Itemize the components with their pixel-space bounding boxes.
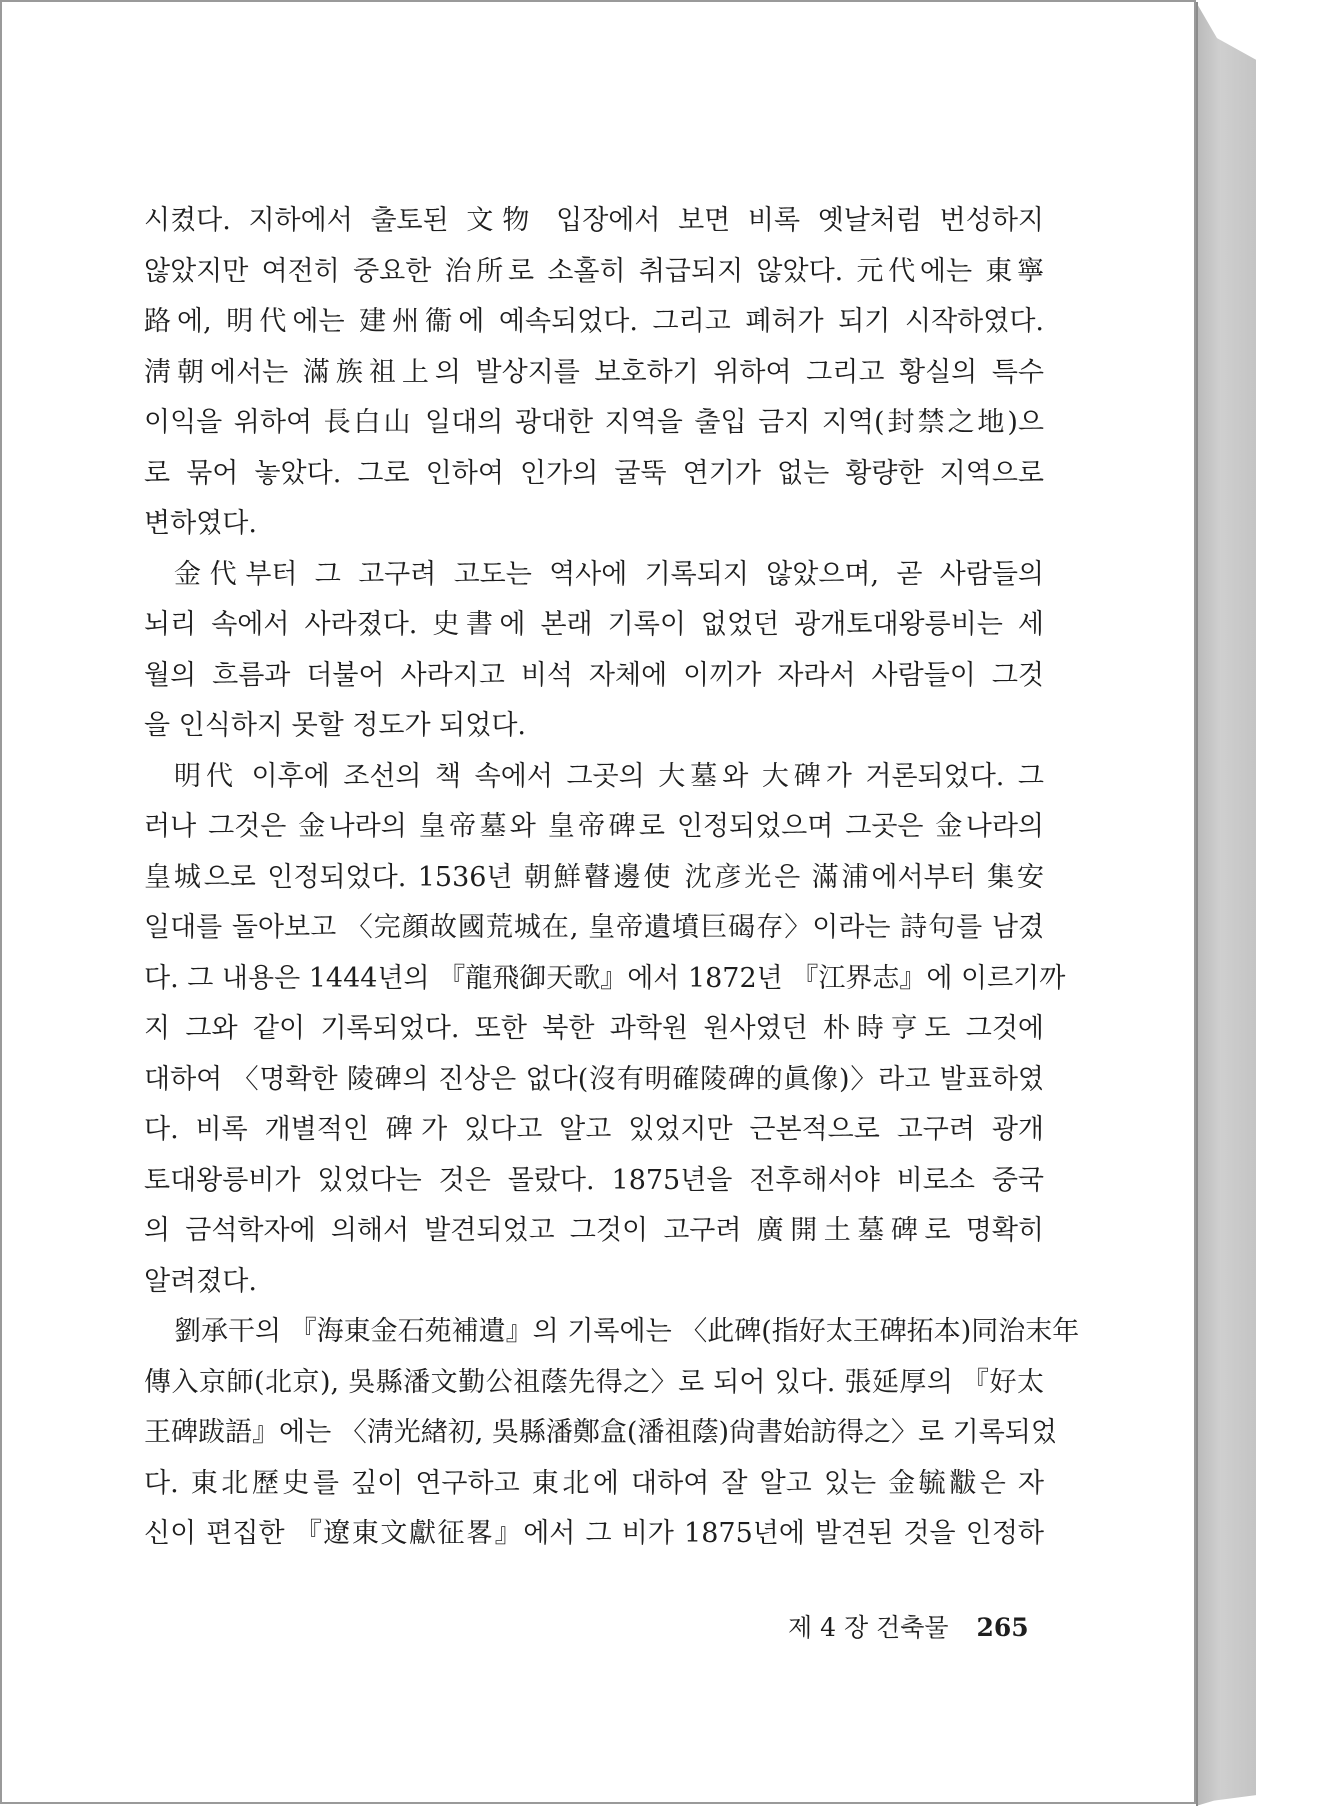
text-line: 일대를 돌아보고 〈完顔故國荒城在, 皇帝遺墳巨碣存〉이라는 詩句를 남겼 <box>144 912 1044 943</box>
page-footer <box>788 1608 1029 1644</box>
text-line: 傳入京師(北京), 吳縣潘文勤公祖蔭先得之〉로 되어 있다. 張延厚의 『好太 <box>144 1366 1044 1398</box>
text-line: 러나 그것은 金나라의 皇帝墓와 皇帝碑로 인정되었으며 그곳은 金나라의 <box>144 811 1044 842</box>
text-line: 대하여 〈명확한 陵碑의 진상은 없다(沒有明確陵碑的眞像)〉라고 발표하였 <box>144 1063 1044 1095</box>
page-stack-edge <box>1196 2 1256 1806</box>
text-line: 路에, 明代에는 建州衞에 예속되었다. 그리고 폐허가 되기 시작하였다. <box>144 306 1044 337</box>
text-line: 로 묶어 놓았다. 그로 인하여 인가의 굴뚝 연기가 없는 황량한 지역으로 <box>144 457 1044 489</box>
text-line: 변하였다. <box>144 508 257 539</box>
text-line: 다. 비록 개별적인 碑가 있다고 알고 있었지만 근본적으로 고구려 광개 <box>144 1114 1044 1145</box>
body-text <box>144 196 1080 1560</box>
text-line: 뇌리 속에서 사라졌다. 史書에 본래 기록이 없었던 광개토대왕릉비는 세 <box>144 609 1044 640</box>
text-line: 王碑跋語』에는 〈淸光緖初, 吳縣潘鄭盒(潘祖蔭)尙書始訪得之〉로 기록되었 <box>144 1417 1057 1448</box>
text-line: 을 인식하지 못할 정도가 되었다. <box>144 710 526 741</box>
page-edge-line <box>1196 2 1198 1806</box>
text-line: 않았지만 여전히 중요한 治所로 소홀히 취급되지 않았다. 元代에는 東寧 <box>144 255 1044 287</box>
page-number: 265 <box>976 1613 1029 1642</box>
text-line: 신이 편집한 『遼東文獻征畧』에서 그 비가 1875년에 발견된 것을 인정하 <box>144 1518 1044 1549</box>
text-line: 이익을 위하여 長白山 일대의 광대한 지역을 출입 금지 지역(封禁之地)으 <box>144 407 1044 438</box>
text-line: 皇城으로 인정되었다. 1536년 朝鮮瞽邊使 沈彦光은 滿浦에서부터 集安 <box>144 861 1044 893</box>
text-line: 월의 흐름과 더불어 사라지고 비석 자체에 이끼가 자라서 사람들이 그것 <box>144 659 1044 691</box>
chapter-title: 제 4 장 건축물 <box>788 1613 949 1642</box>
text-line: 다. 東北歷史를 깊이 연구하고 東北에 대하여 잘 알고 있는 金毓黻은 자 <box>144 1467 1044 1499</box>
text-line: 明代 이후에 조선의 책 속에서 그곳의 大墓와 大碑가 거론되었다. 그 <box>174 760 1044 792</box>
text-line: 다. 그 내용은 1444년의 『龍飛御天歌』에서 1872년 『江界志』에 이르기까 <box>144 962 1066 994</box>
text-line: 알려졌다. <box>144 1265 257 1297</box>
text-line: 劉承干의 『海東金石苑補遺』의 기록에는 〈此碑(指好太王碑拓本)同治末年 <box>174 1316 1080 1347</box>
text-line: 토대왕릉비가 있었다는 것은 몰랐다. 1875년을 전후해서야 비로소 중국 <box>144 1164 1044 1196</box>
text-line: 시켰다. 지하에서 출토된 文物 입장에서 보면 비록 옛날처럼 번성하지 <box>144 205 1044 236</box>
text-line: 의 금석학자에 의해서 발견되었고 그것이 고구려 廣開土墓碑로 명확히 <box>144 1215 1044 1246</box>
text-line: 지 그와 같이 기록되었다. 또한 북한 과학원 원사였던 朴時亨도 그것에 <box>144 1013 1044 1044</box>
text-line: 淸朝에서는 滿族祖上의 발상지를 보호하기 위하여 그리고 황실의 특수 <box>144 356 1044 388</box>
text-line: 金代부터 그 고구려 고도는 역사에 기록되지 않았으며, 곧 사람들의 <box>174 558 1044 590</box>
